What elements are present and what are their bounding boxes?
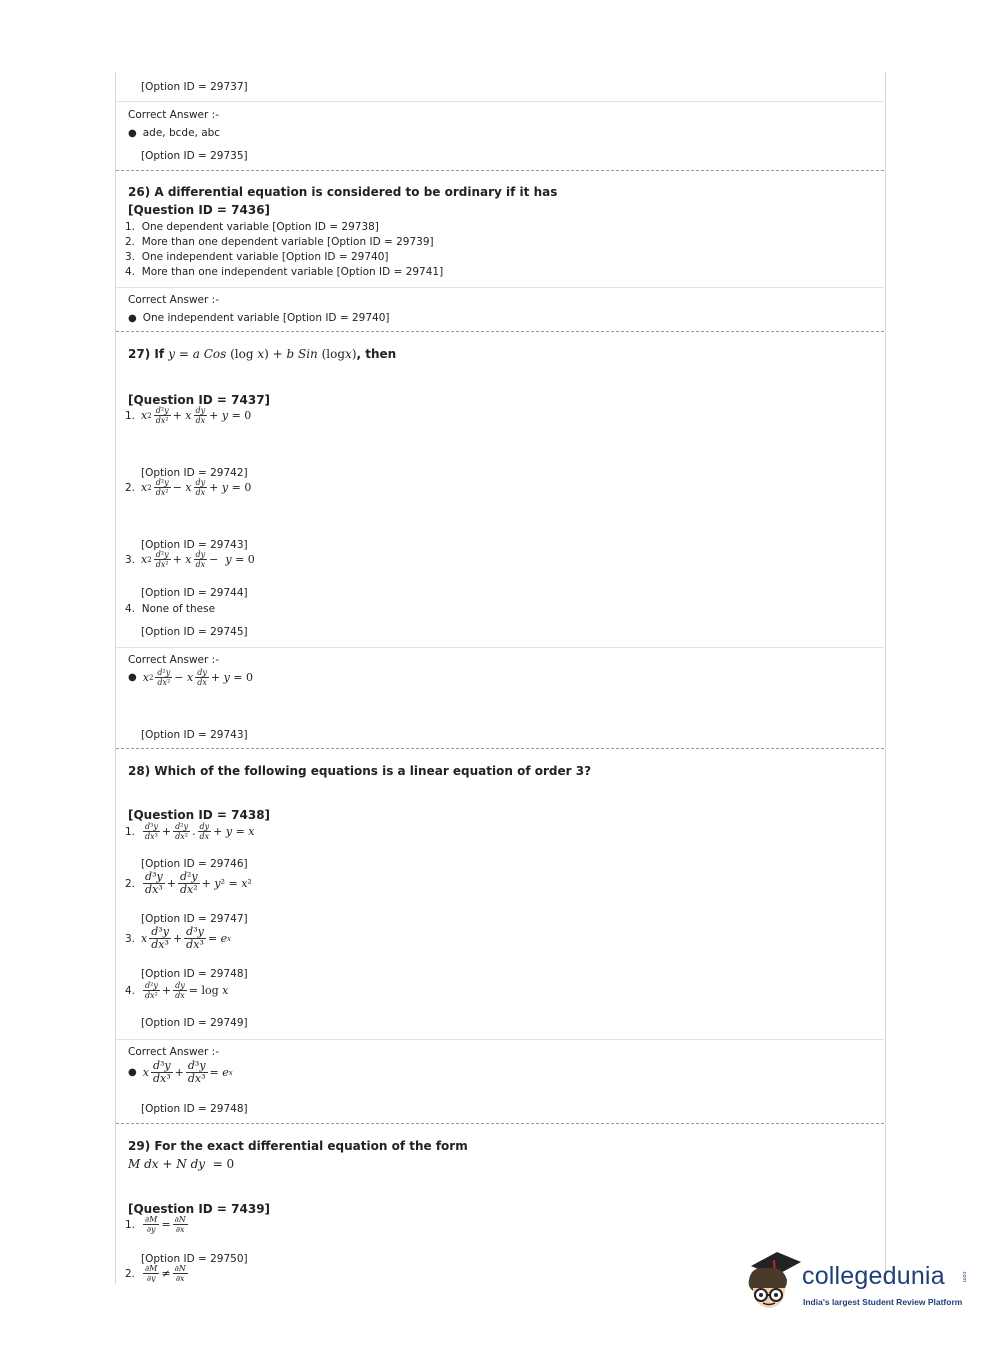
equation: y = a Cos (log x ) + b Sin (log x ) (168, 347, 357, 361)
option-id: [Option ID = 29750] (141, 1253, 248, 1265)
option-equation: 1. $\frac{\text{d³y}}{\text{dx³}}$ + $\frac{\text{d²y}}{\text{dx²}}$ . $\frac{dy}{dx}$ + y = x (125, 822, 255, 841)
question-id: [Question ID = 7438] (128, 808, 271, 822)
option-id: [Option ID = 29748] (141, 1103, 248, 1115)
question-id: [Question ID = 7437] (128, 393, 271, 407)
divider (116, 647, 884, 648)
bullet-icon: ● (128, 313, 137, 324)
option-equation: 4. $\frac{\text{d²y}}{\text{dx²}}$ + $\frac{dy}{dx}$ = log x (125, 981, 229, 1000)
bullet-icon: ● (128, 128, 137, 139)
option-equation: 1. $\frac{\partial M}{\partial y}$ = $\frac{\partial N}{\partial x}$ (125, 1215, 186, 1234)
option-id: [Option ID = 29743] (141, 539, 248, 551)
correct-answer-label: Correct Answer :- (128, 109, 219, 121)
option-equation: 3. x $\frac{\text{d³y}}{\text{dx³}}$ + $\frac{\text{d³y}}{\text{dx³}}$ = e x (125, 925, 232, 951)
option-id: [Option ID = 29746] (141, 858, 248, 870)
correct-answer-label: Correct Answer :- (128, 654, 219, 666)
logo-tagline: India's largest Student Review Platform (803, 1297, 963, 1307)
option-id: [Option ID = 29748] (141, 968, 248, 980)
correct-answer-label: Correct Answer :- (128, 1046, 219, 1058)
question-title: 27) If y = a Cos (log x ) + b Sin (log x ) , then (128, 347, 397, 361)
equation: M dx + N dy = 0 (128, 1157, 235, 1171)
option-item: 4. None of these (125, 603, 216, 615)
option-equation: 2. $\frac{\text{d³y}}{\text{dx³}}$ + $\frac{\text{d²y}}{\text{dx²}}$ + y ² = x ² (125, 870, 252, 896)
option-id: [Option ID = 29749] (141, 1017, 248, 1029)
bullet-icon: ● (128, 672, 137, 683)
option-id: [Option ID = 29737] (141, 81, 248, 93)
mascot-icon (743, 1248, 801, 1314)
bullet-icon: ● (128, 1067, 137, 1078)
question-separator (116, 331, 884, 332)
question-separator (116, 1123, 884, 1124)
collegedunia-logo (743, 1248, 973, 1318)
divider (116, 101, 884, 102)
option-id: [Option ID = 29742] (141, 467, 248, 479)
question-separator (116, 748, 884, 749)
correct-answer-label: Correct Answer :- (128, 294, 219, 306)
question-title: 29) For the exact differential equation of the form (128, 1139, 468, 1153)
correct-answer-item: ● One independent variable [Option ID = 29740] (128, 312, 390, 324)
option-item: 4. More than one independent variable [Option ID = 29741] (125, 266, 444, 278)
option-id: [Option ID = 29747] (141, 913, 248, 925)
question-id: [Question ID = 7439] (128, 1202, 271, 1216)
divider (116, 287, 884, 288)
correct-answer-equation: ● x $\frac{\text{d³y}}{\text{dx³}}$ + $\frac{\text{d³y}}{\text{dx³}}$ = e x (128, 1059, 233, 1085)
question-separator (116, 170, 884, 171)
correct-answer-item: ● ade, bcde, abc (128, 127, 221, 139)
question-title: 26) A differential equation is considered to be ordinary if it has (128, 185, 558, 199)
question-title: 28) Which of the following equations is a linear equation of order 3? (128, 764, 592, 778)
option-item: 3. One independent variable [Option ID = 29740] (125, 251, 389, 263)
logo-com: .com (961, 1270, 967, 1283)
divider (116, 1039, 884, 1040)
option-item: 2. More than one dependent variable [Option ID = 29739] (125, 236, 434, 248)
option-id: [Option ID = 29735] (141, 150, 248, 162)
option-id: [Option ID = 29743] (141, 729, 248, 741)
logo-wordmark: collegedunia (802, 1262, 945, 1290)
correct-answer-equation: ● x 2 $\frac{\text{d²y}}{\text{dx²}}$ − x $\frac{dy}{dx}$ + y = 0 (128, 668, 254, 687)
option-equation: 1. x 2 $\frac{\text{d²y}}{\text{dx²}}$ + x $\frac{dy}{dx}$ + y = 0 (125, 406, 252, 425)
option-item: 1. One dependent variable [Option ID = 29738] (125, 221, 379, 233)
option-id: [Option ID = 29744] (141, 587, 248, 599)
option-equation: 3. x 2 $\frac{\text{d²y}}{\text{dx²}}$ + x $\frac{dy}{dx}$ − y = 0 (125, 550, 255, 569)
option-equation: 2. $\frac{\partial M}{\partial y}$ ≠ $\frac{\partial N}{\partial x}$ (125, 1264, 186, 1282)
option-equation: 2. x 2 $\frac{\text{d²y}}{\text{dx²}}$ − x $\frac{dy}{dx}$ + y = 0 (125, 478, 252, 497)
option-id: [Option ID = 29745] (141, 626, 248, 638)
question-id: [Question ID = 7436] (128, 203, 271, 217)
